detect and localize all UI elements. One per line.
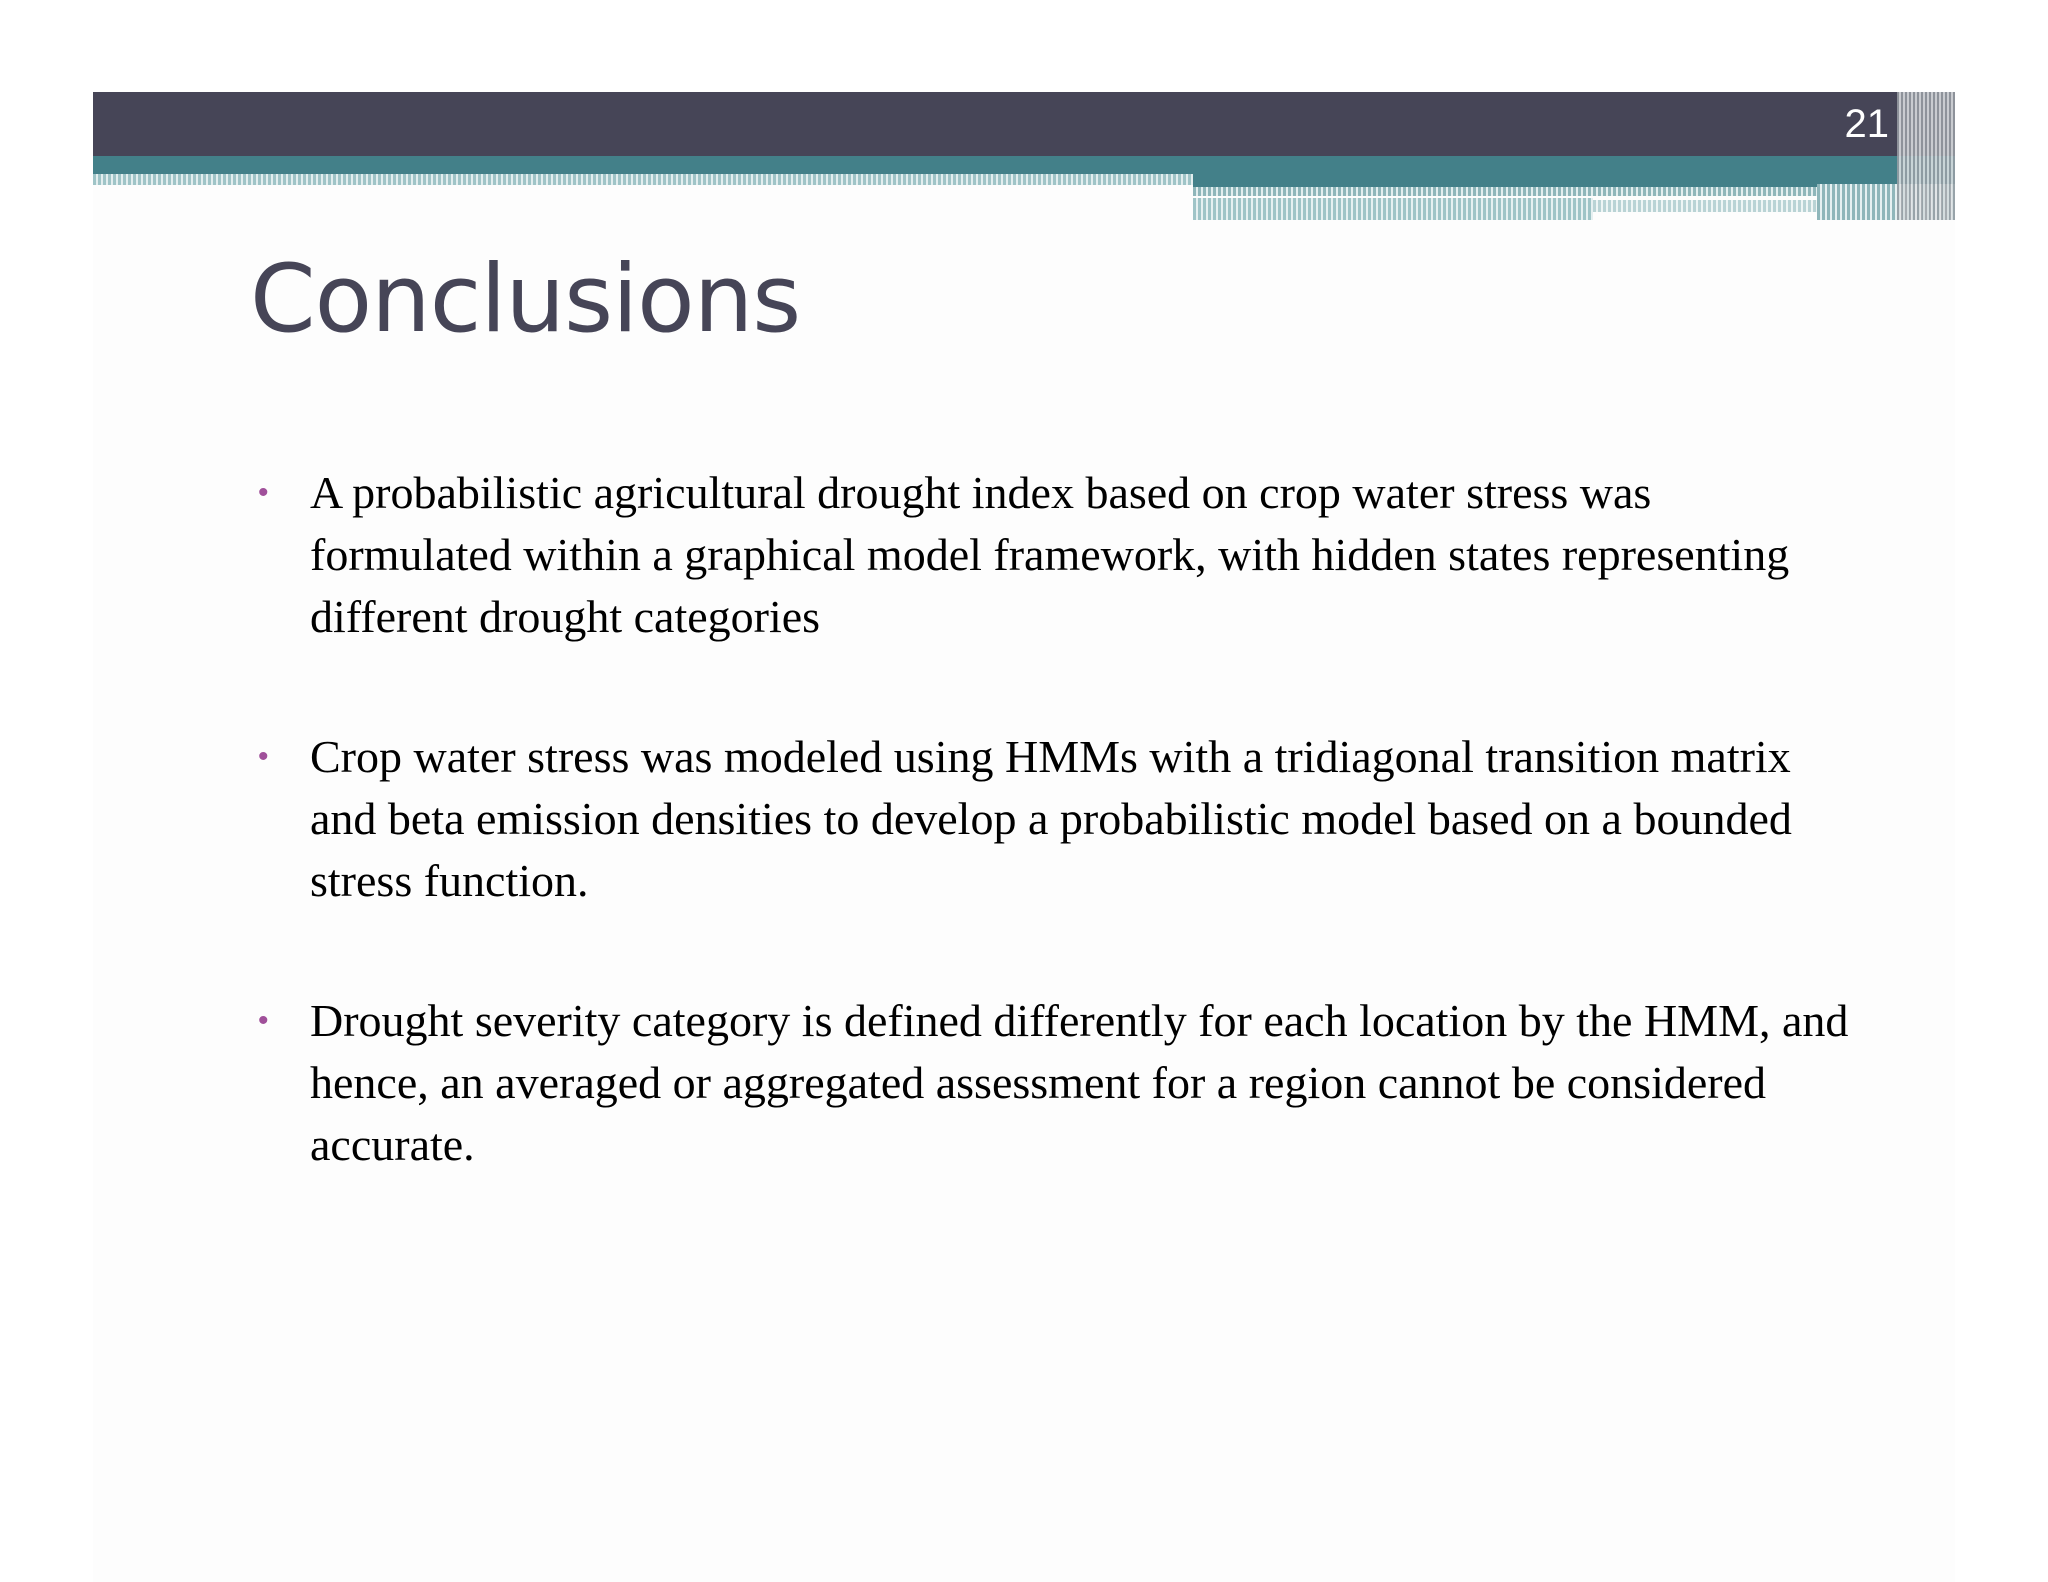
- slide-number: 21: [1844, 102, 1889, 146]
- bullet-dot-icon: •: [258, 476, 269, 509]
- bullet-text: A probabilistic agricultural drought index based on crop water stress was formulated within a graphical model framework, with hidden states representing different drought categories: [310, 467, 1790, 642]
- bullet-item: [250, 990, 1850, 1176]
- bullet-dot-icon: •: [258, 740, 269, 773]
- bullet-text: Crop water stress was modeled using HMMs with a tridiagonal transition matrix and beta emission densities to develop a probabilistic model based on a bounded stress function.: [310, 731, 1792, 906]
- slide-title: Conclusions: [250, 245, 801, 354]
- header-bar: [93, 92, 1955, 156]
- header-edge-stripes: [1897, 92, 1955, 220]
- header-hatch-right-fade: [1593, 200, 1817, 212]
- header-teal-band: [93, 156, 1955, 174]
- bullet-dot-icon: •: [258, 1004, 269, 1037]
- header-hatch-right: [1193, 187, 1817, 196]
- header-hatch-left: [93, 174, 1193, 185]
- header-hatch-right-lower: [1193, 198, 1593, 220]
- bullet-item: [250, 726, 1850, 912]
- bullet-item: [250, 462, 1850, 648]
- bullet-text: Drought severity category is defined differently for each location by the HMM, and hence, an averaged or aggregated assessment for a region cannot be considered accurate.: [310, 995, 1849, 1170]
- bullet-list: [250, 462, 1850, 1254]
